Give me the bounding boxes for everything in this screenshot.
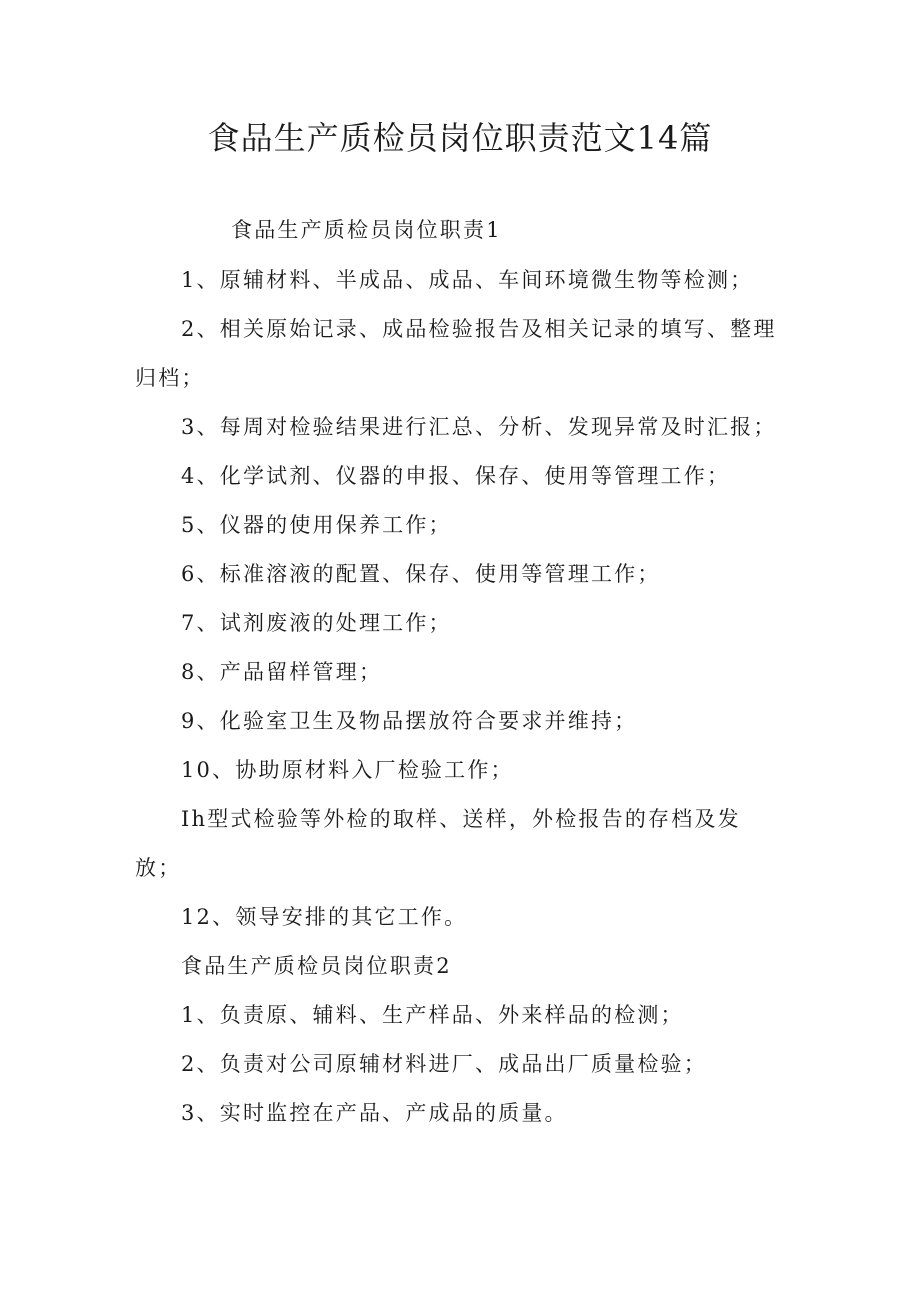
document-title: 食品生产质检员岗位职责范文14篇 (207, 119, 713, 157)
duty-item: 8、产品留样管理； (181, 660, 383, 684)
duty-item: 3、实时监控在产品、产成品的质量。 (181, 1101, 568, 1125)
duty-item: 10、协助原材料入厂检验工作； (181, 758, 514, 782)
duty-item: 2、相关原始记录、成品检验报告及相关记录的填写、整理归档； (135, 317, 777, 390)
duty-item: 2、负责对公司原辅材料进厂、成品出厂质量检验； (181, 1052, 707, 1076)
duty-item: 3、每周对检验结果进行汇总、分析、发现异常及时汇报； (181, 415, 777, 439)
duty-item: 12、领导安排的其它工作。 (181, 905, 468, 929)
duty-item: 1、负责原、辅料、生产样品、外来样品的检测； (181, 1003, 684, 1027)
duty-item: 4、化学试剂、仪器的申报、保存、使用等管理工作； (181, 464, 731, 488)
duty-item: 1、原辅材料、半成品、成品、车间环境微生物等检测； (181, 268, 754, 292)
duty-item: 6、标准溶液的配置、保存、使用等管理工作； (181, 562, 661, 586)
section-heading-2: 食品生产质检员岗位职责2 (181, 954, 452, 978)
duty-item: 9、化验室卫生及物品摆放符合要求并维持； (181, 709, 638, 733)
duty-item: 7、试剂废液的处理工作； (181, 611, 452, 635)
duty-item: Ih型式检验等外检的取样、送样，外检报告的存档及发放； (135, 807, 741, 880)
section-heading-1: 食品生产质检员岗位职责1 (231, 218, 502, 242)
duty-item: 5、仪器的使用保养工作； (181, 513, 452, 537)
